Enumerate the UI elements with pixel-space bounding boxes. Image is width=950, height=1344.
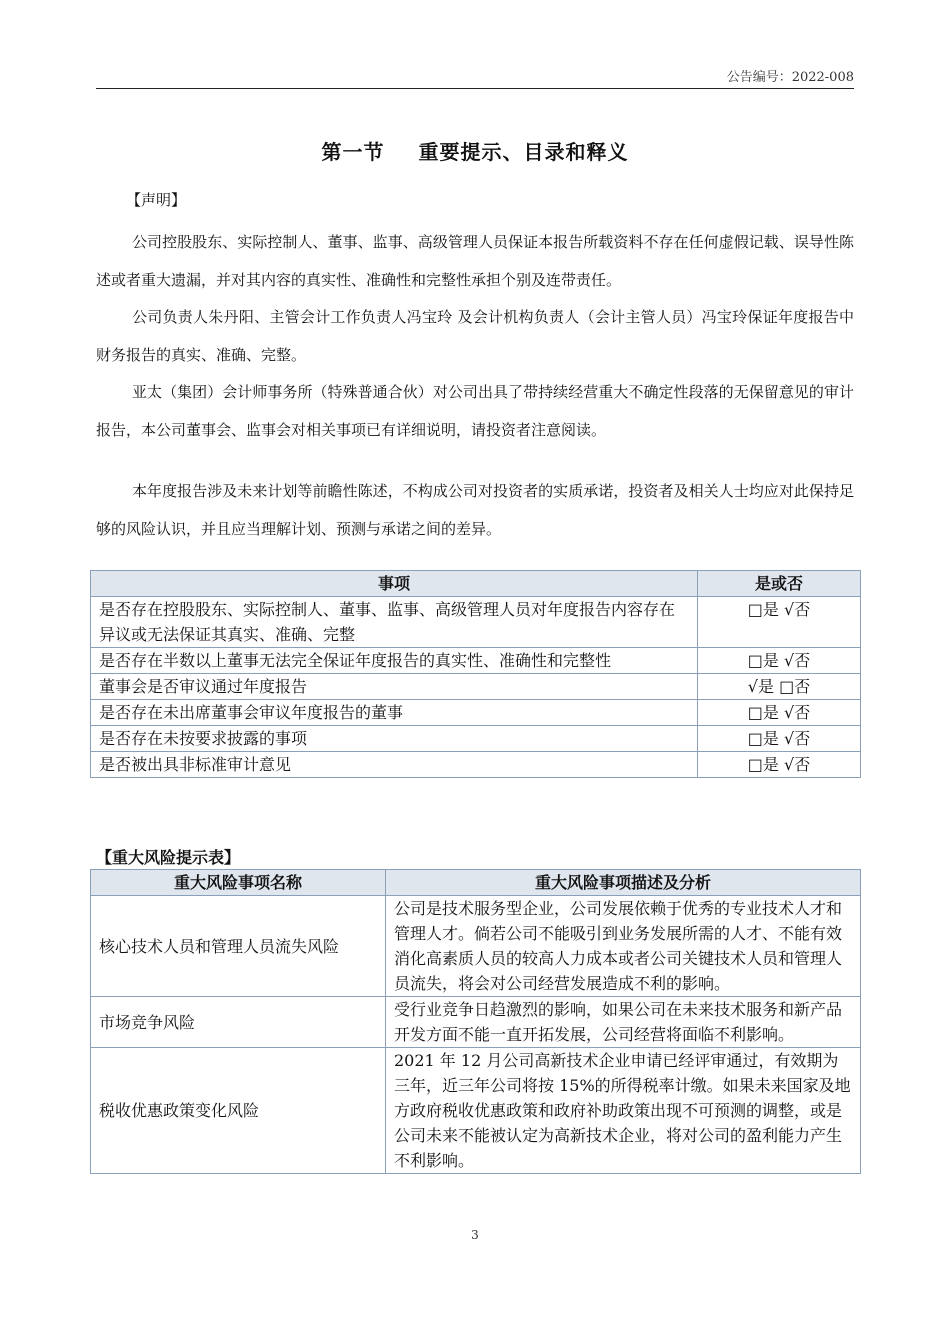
header-item: 事项 <box>91 571 698 597</box>
row-item: 是否被出具非标准审计意见 <box>91 752 698 778</box>
declaration-paragraph-1: 公司控股股东、实际控制人、董事、监事、高级管理人员保证本报告所载资料不存在任何虚假记载、误导性陈述或者重大遗漏，并对其内容的真实性、准确性和完整性承担个别及连带责任。 <box>96 233 854 289</box>
table-row <box>91 1048 861 1174</box>
row-answer: □是 √否 <box>698 726 861 752</box>
page-number: 3 <box>471 1228 479 1242</box>
risk-name: 税收优惠政策变化风险 <box>91 1048 386 1174</box>
table-row <box>91 896 861 997</box>
table-row <box>91 648 861 674</box>
section-number: 第一节 <box>321 140 385 164</box>
row-item: 是否存在控股股东、实际控制人、董事、监事、高级管理人员对年度报告内容存在异议或无法保证其真实、准确、完整 <box>91 597 698 648</box>
risk-description: 公司是技术服务型企业，公司发展依赖于优秀的专业技术人才和管理人才。倘若公司不能吸引到业务发展所需的人才、不能有效消化高素质人员的较高人力成本或者公司关键技术人员和管理人员流失，将会对公司经营发展造成不利的影响。 <box>386 896 861 997</box>
row-answer: □是 √否 <box>698 648 861 674</box>
announcement-number: 公告编号：2022-008 <box>726 70 854 85</box>
table-row <box>91 674 861 700</box>
header-risk-desc: 重大风险事项描述及分析 <box>386 870 861 896</box>
row-answer: □是 √否 <box>698 597 861 648</box>
table-row <box>91 597 861 648</box>
risk-description: 2021 年 12 月公司高新技术企业申请已经评审通过，有效期为三年，近三年公司将按 15%的所得税率计缴。如果未来国家及地方政府税收优惠政策和政府补助政策出现不可预测的调整，或是公司未来不能被认定为高新技术企业，将对公司的盈利能力产生不利影响。 <box>386 1048 861 1174</box>
row-item: 是否存在未出席董事会审议年度报告的董事 <box>91 700 698 726</box>
header-risk-name: 重大风险事项名称 <box>91 870 386 896</box>
table-row <box>91 997 861 1048</box>
row-answer: √是 □否 <box>698 674 861 700</box>
risk-name: 市场竞争风险 <box>91 997 386 1048</box>
declaration-paragraph-2: 公司负责人朱丹阳、主管会计工作负责人冯宝玲 及会计机构负责人（会计主管人员）冯宝玲保证年度报告中财务报告的真实、准确、完整。 <box>96 308 854 364</box>
section-title <box>0 136 950 165</box>
table-header-row <box>91 571 861 597</box>
forward-looking-paragraph: 本年度报告涉及未来计划等前瞻性陈述，不构成公司对投资者的实质承诺，投资者及相关人士均应对此保持足够的风险认识，并且应当理解计划、预测与承诺之间的差异。 <box>96 482 854 538</box>
table-row <box>91 700 861 726</box>
row-item: 董事会是否审议通过年度报告 <box>91 674 698 700</box>
section-heading: 重要提示、目录和释义 <box>418 140 629 164</box>
table-row <box>91 752 861 778</box>
declaration-paragraph-3: 亚太（集团）会计师事务所（特殊普通合伙）对公司出具了带持续经营重大不确定性段落的无保留意见的审计报告，本公司董事会、监事会对相关事项已有详细说明，请投资者注意阅读。 <box>96 383 854 439</box>
risk-description: 受行业竞争日趋激烈的影响，如果公司在未来技术服务和新产品开发方面不能一直开拓发展，公司经营将面临不利影响。 <box>386 997 861 1048</box>
row-item: 是否存在未按要求披露的事项 <box>91 726 698 752</box>
risk-table <box>90 869 861 1174</box>
risk-name: 核心技术人员和管理人员流失风险 <box>91 896 386 997</box>
row-item: 是否存在半数以上董事无法完全保证年度报告的真实性、准确性和完整性 <box>91 648 698 674</box>
row-answer: □是 √否 <box>698 752 861 778</box>
confirmation-table <box>90 570 861 778</box>
header-yes-no: 是或否 <box>698 571 861 597</box>
row-answer: □是 √否 <box>698 700 861 726</box>
declaration-label: 【声明】 <box>126 191 187 209</box>
risk-table-title: 【重大风险提示表】 <box>96 848 241 867</box>
header-divider <box>96 88 854 89</box>
table-row <box>91 726 861 752</box>
table-header-row <box>91 870 861 896</box>
